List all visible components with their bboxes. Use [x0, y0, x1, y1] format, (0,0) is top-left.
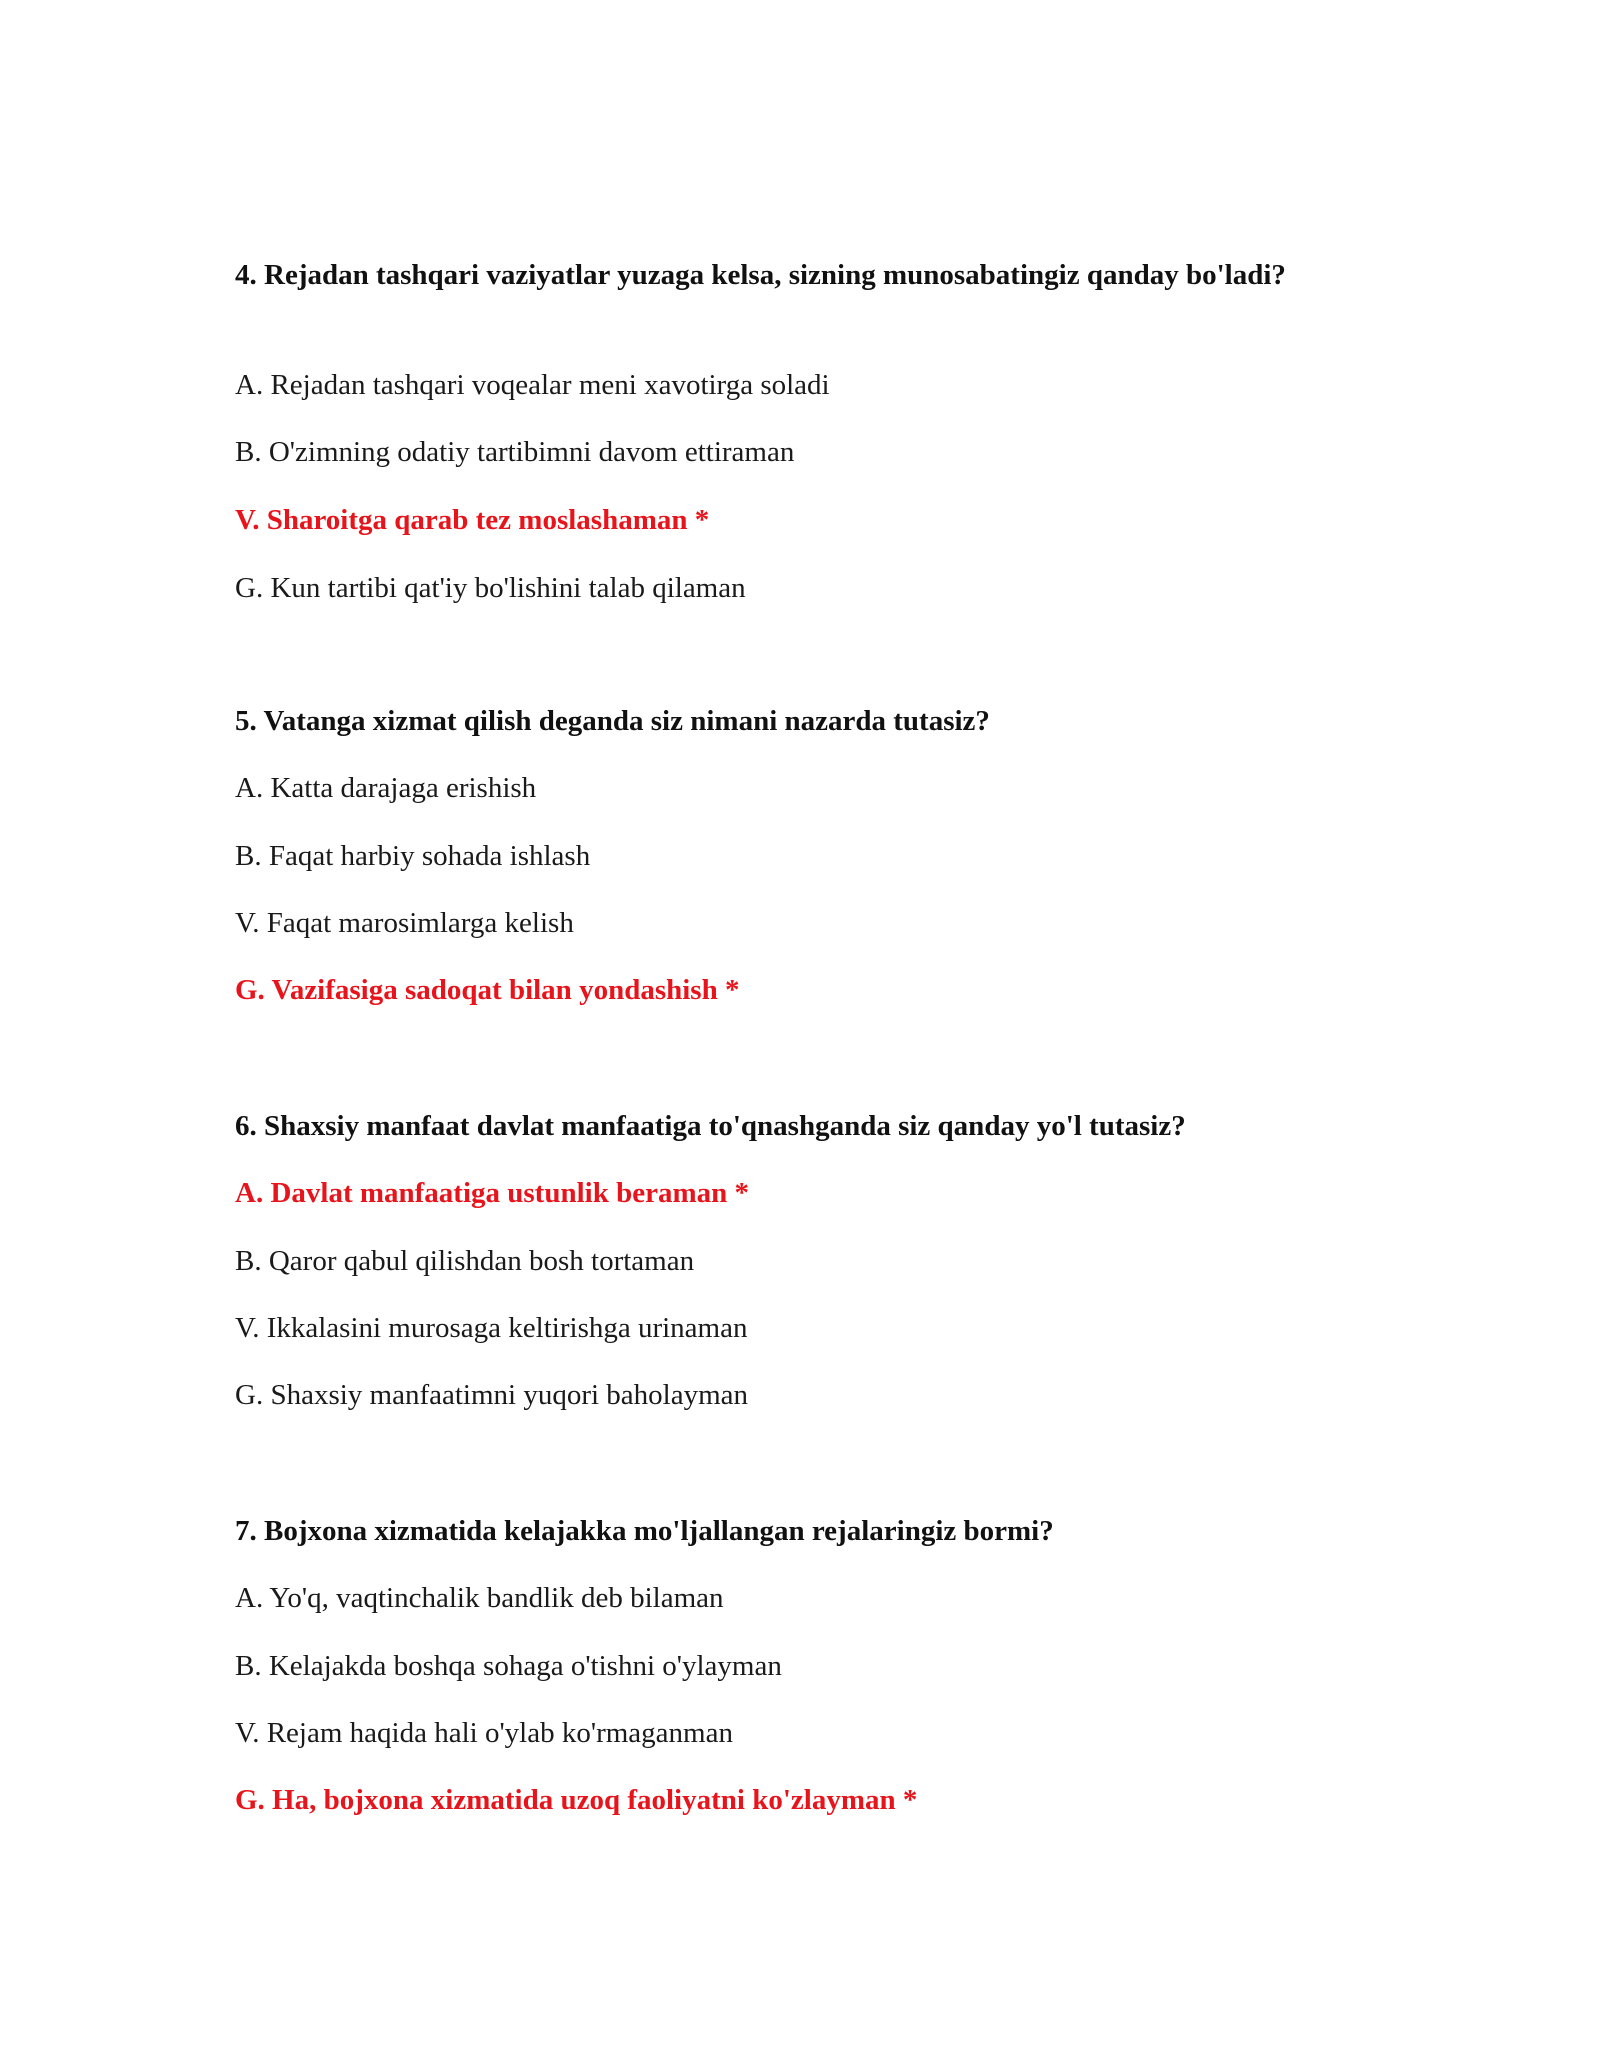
question-text: 5. Vatanga xizmat qilish deganda siz nimani nazarda tutasiz?	[235, 705, 990, 737]
answer-option-a: A. Yo'q, vaqtinchalik bandlik deb bilaman	[235, 1582, 724, 1614]
answer-option-v: V. Faqat marosimlarga kelish	[235, 907, 574, 939]
answer-option-v: V. Ikkalasini murosaga keltirishga urinaman	[235, 1312, 748, 1344]
question-block-5	[235, 701, 1335, 1006]
answer-option-b: B. O'zimning odatiy tartibimni davom ettiraman	[235, 436, 795, 468]
question-block-4	[235, 255, 1335, 604]
answer-option-b: B. Qaror qabul qilishdan bosh tortaman	[235, 1245, 695, 1277]
answer-option-g: G. Shaxsiy manfaatimni yuqori baholayman	[235, 1379, 749, 1411]
question-text: 6. Shaxsiy manfaat davlat manfaatiga to'qnashganda siz qanday yo'l tutasiz?	[235, 1110, 1186, 1142]
answer-option-a: A. Rejadan tashqari voqealar meni xavotirga soladi	[235, 369, 830, 401]
answer-option-g-correct: G. Ha, bojxona xizmatida uzoq faoliyatni ko'zlayman *	[235, 1784, 918, 1816]
question-block-6	[235, 1106, 1335, 1411]
question-text: 4. Rejadan tashqari vaziyatlar yuzaga kelsa, sizning munosabatingiz qanday bo'ladi?	[235, 259, 1286, 291]
answer-option-b: B. Kelajakda boshqa sohaga o'tishni o'ylayman	[235, 1650, 782, 1682]
answer-option-b: B. Faqat harbiy sohada ishlash	[235, 840, 591, 872]
answer-option-v-correct: V. Sharoitga qarab tez moslashaman *	[235, 504, 710, 536]
answer-option-g: G. Kun tartibi qat'iy bo'lishini talab qilaman	[235, 572, 746, 604]
question-text: 7. Bojxona xizmatida kelajakka mo'ljallangan rejalaringiz bormi?	[235, 1515, 1054, 1547]
answer-option-v: V. Rejam haqida hali o'ylab ko'rmaganman	[235, 1717, 733, 1749]
answer-option-a-correct: A. Davlat manfaatiga ustunlik beraman *	[235, 1177, 749, 1209]
question-block-7	[235, 1511, 1335, 1816]
answer-option-a: A. Katta darajaga erishish	[235, 772, 537, 804]
answer-option-g-correct: G. Vazifasiga sadoqat bilan yondashish *	[235, 974, 740, 1006]
